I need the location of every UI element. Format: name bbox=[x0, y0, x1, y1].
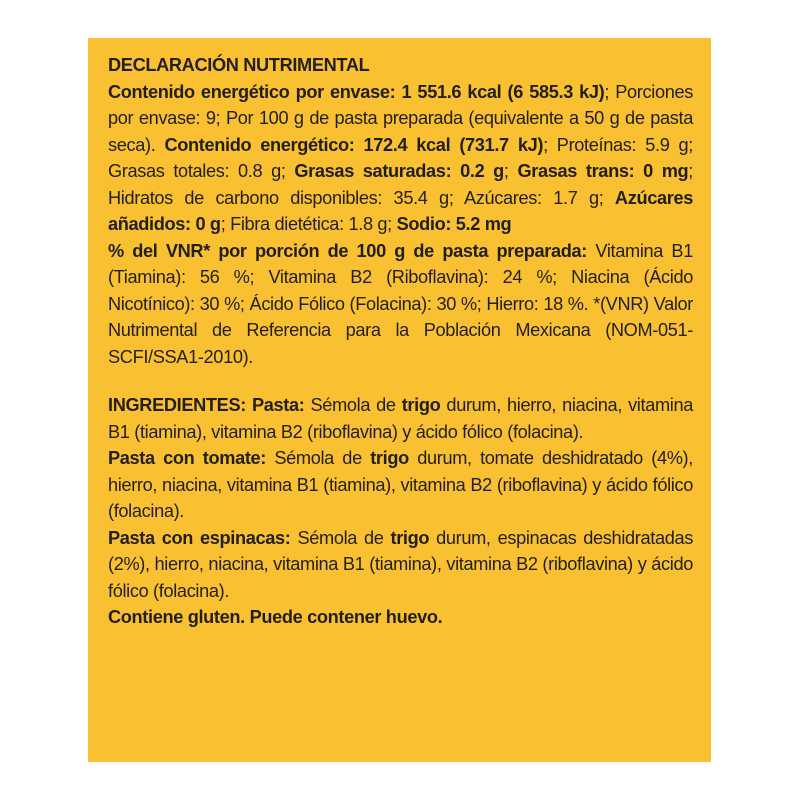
trans-fat: Grasas trans: 0 mg bbox=[517, 161, 689, 181]
allergen-wheat: trigo bbox=[401, 395, 441, 415]
saturated-fat: Grasas saturadas: 0.2 g bbox=[294, 161, 504, 181]
fiber-text: ; Fibra dietética: 1.8 g; bbox=[220, 214, 397, 234]
allergen-warning: Contiene gluten. Puede contener huevo. bbox=[108, 607, 443, 627]
energy-per-pack: Contenido energético por envase: 1 551.6 kcal (6 585.3 kJ) bbox=[108, 81, 605, 102]
vnr-paragraph bbox=[108, 238, 693, 371]
spinach-pasta-label: Pasta con espinacas: bbox=[108, 527, 291, 548]
nutrition-facts-paragraph: Contenido energético por envase: 1 551.6 kcal (6 585.3 kJ); Porciones por envase: 9; Por 100 g de pasta preparada (equivalente a 50 g de pasta seca). Contenido energético: 172.4 kcal (731.7 kJ); Proteínas: 5.9 g; Grasas totales: 0.8 g; Grasas saturadas: 0.2 g; Grasas trans: 0 mg; Hidratos de carbono disponibles: 35.4 g; Azúcares: 1.7 g; Azúcares añadidos: 0 g; Fibra dietética: 1.8 g; Sodio: 5.2 mg bbox=[108, 81, 693, 234]
ingredients-pasta: INGREDIENTES: Pasta: Sémola de trigo durum, hierro, niacina, vitamina B1 (tiamina), vitamina B2 (riboflavina) y ácido fólico (folacina). bbox=[108, 395, 693, 442]
ingredients-tomato: Pasta con tomate: Sémola de trigo durum, tomate deshidratado (4%), hierro, niacina, vitamina B1 (tiamina), vitamina B2 (riboflavina) y ácido fólico (folacina). bbox=[108, 448, 693, 521]
sodium: Sodio: 5.2 mg bbox=[396, 214, 512, 234]
nutrition-label-panel bbox=[88, 38, 711, 762]
pasta-label: Pasta: bbox=[251, 395, 305, 415]
vnr-heading: % del VNR* por porción de 100 g de pasta preparada: bbox=[108, 240, 587, 261]
ingredients-heading: INGREDIENTES: bbox=[108, 395, 246, 415]
energy-per-100g: Contenido energético: 172.4 kcal (731.7 kJ) bbox=[164, 134, 544, 155]
vitamins-text: Vitamina B1 (Tiamina): 56 %; Vitamina B2 (Riboflavina): 24 %; Niacina (Ácido Nicotínico): 30 %; Ácido Fólico (Folacina): 30 %; Hierro: 18 %. *(VNR) Valor Nutrimental de Referencia para la Población Mexicana (NOM-051-SCFI/SSA1-2010). bbox=[108, 240, 693, 367]
nutrition-title: DECLARACIÓN NUTRIMENTAL bbox=[108, 55, 370, 75]
servings-text: Porciones por envase: 9; Por 100 g de pasta preparada (equivalente a 50 g de pasta seca). bbox=[108, 81, 693, 155]
carbs-text: ; Hidratos de carbono disponibles: 35.4 g; Azúcares: 1.7 g; bbox=[108, 161, 693, 208]
tomato-pasta-label: Pasta con tomate: bbox=[108, 448, 267, 468]
allergen-wheat: trigo bbox=[390, 527, 430, 548]
section-gap bbox=[108, 370, 693, 392]
added-sugars: Azúcares añadidos: 0 g bbox=[108, 187, 693, 234]
ingredients-spinach: Pasta con espinacas: Sémola de trigo durum, espinacas deshidratadas (2%), hierro, niacina, vitamina B1 (tiamina), vitamina B2 (riboflavina) y ácido fólico (folacina). bbox=[108, 527, 693, 601]
nutrients-text: ; Proteínas: 5.9 g; Grasas totales: 0.8 g; bbox=[108, 134, 693, 181]
allergen-wheat: trigo bbox=[370, 448, 409, 468]
